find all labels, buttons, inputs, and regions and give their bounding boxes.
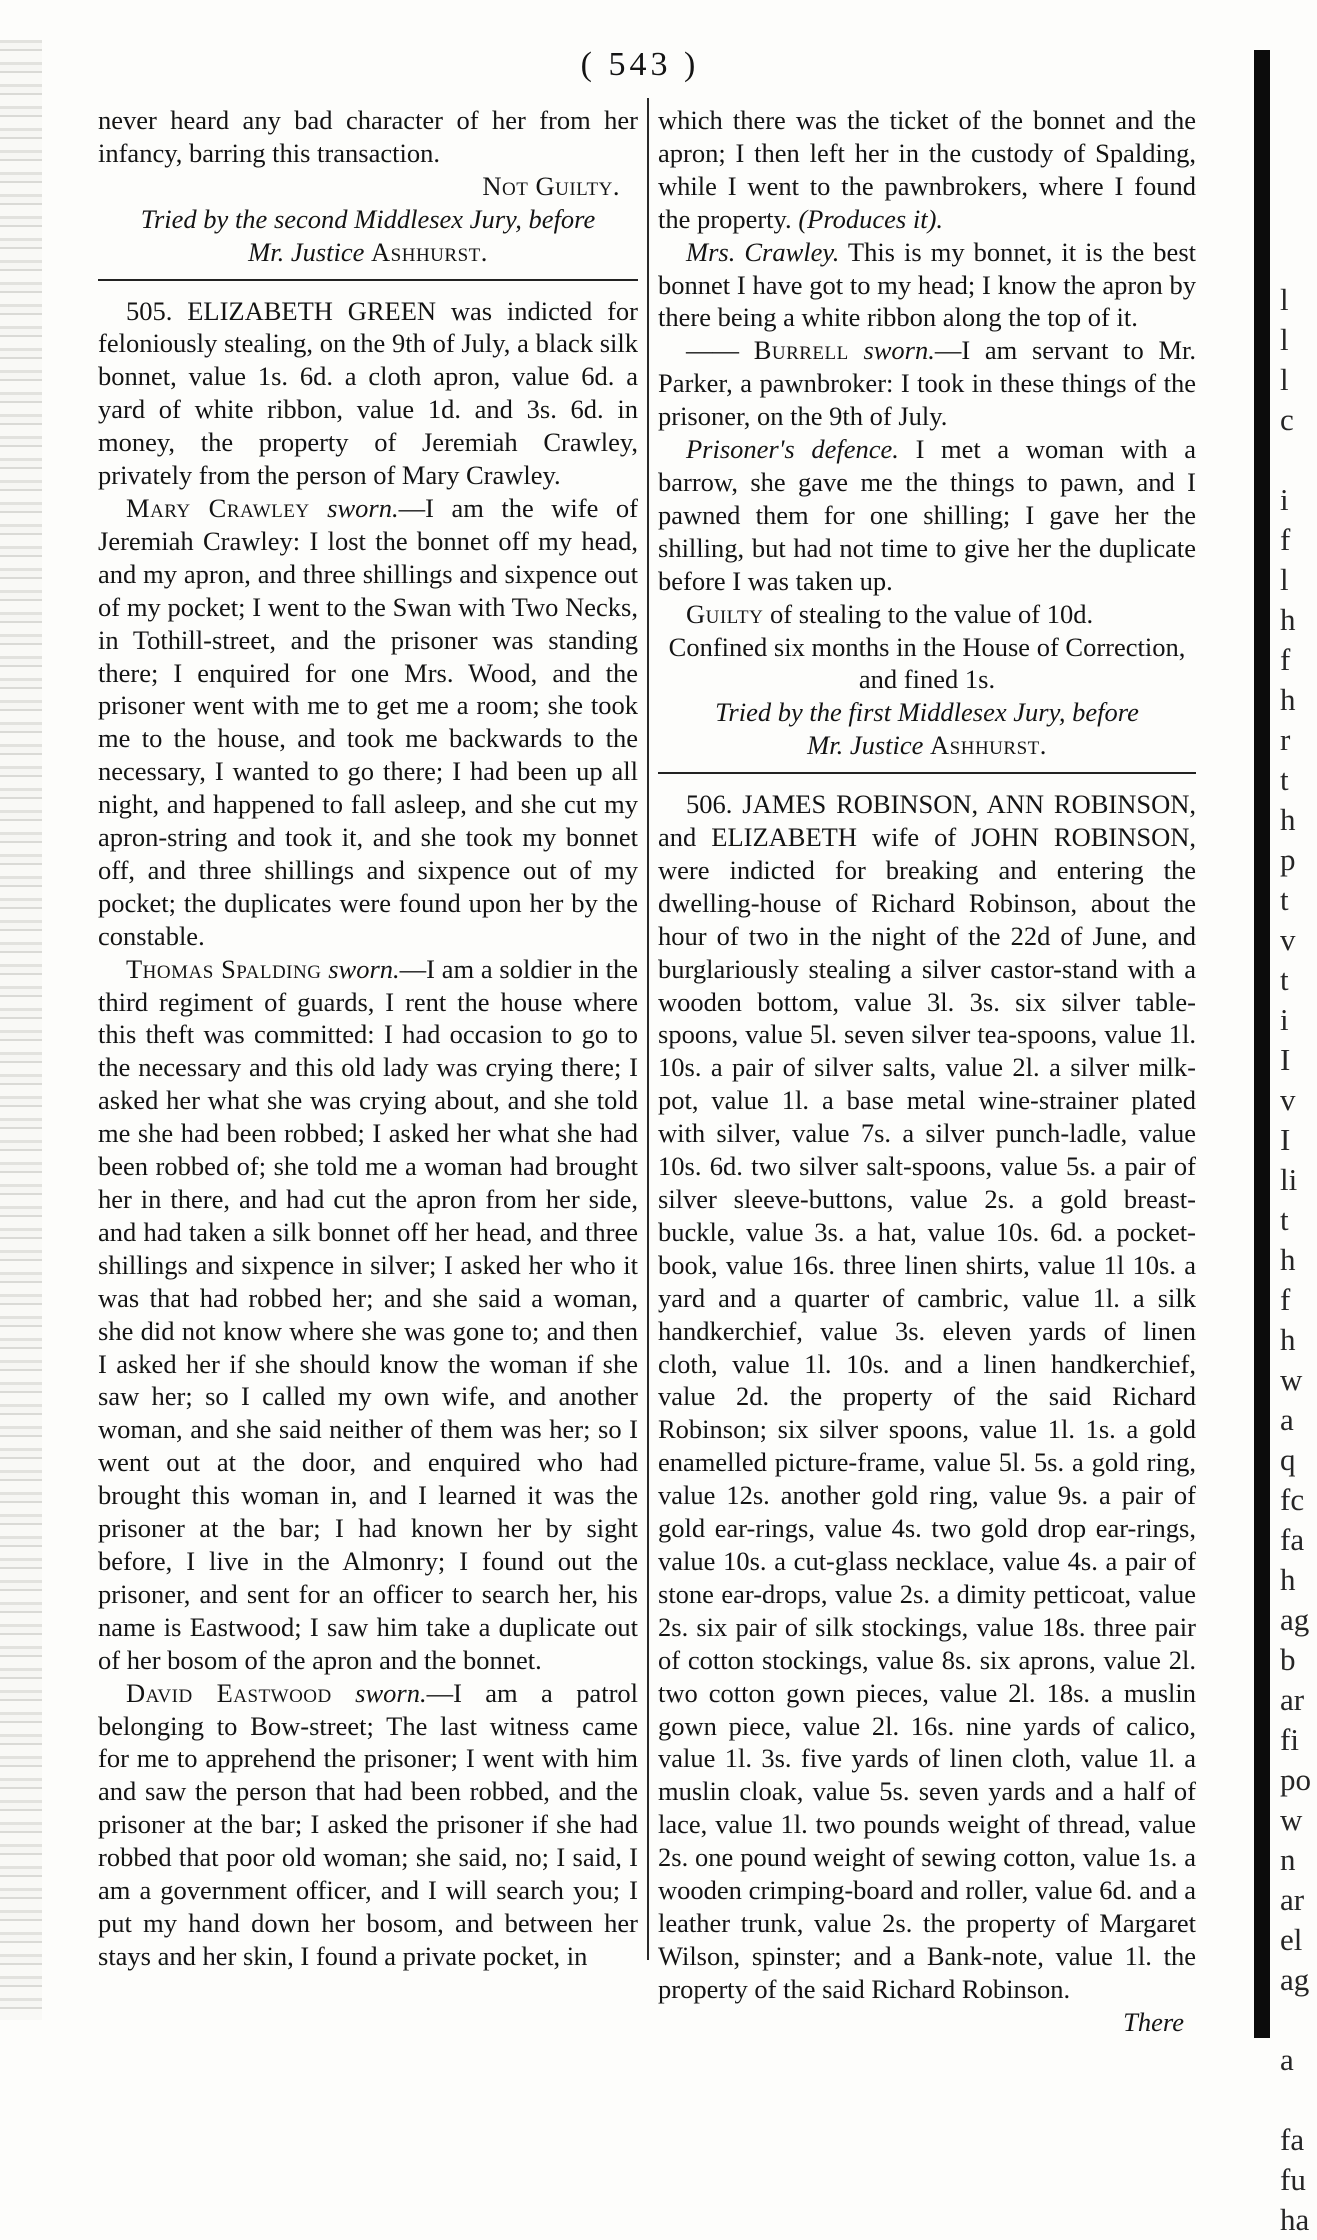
trial-note-2a: Tried by the first Middlesex Jury, before: [715, 697, 1139, 728]
testimony-text: —I am servant to Mr. Parker, a pawnbroker: I took in these things of the prisoner, on the 9th of July.: [658, 335, 1197, 432]
case-505: [98, 295, 638, 492]
testimony-text: —I am the wife of Jeremiah Crawley: I lost the bonnet off my head, and my apron, and three shillings and sixpence out of my pocket; I went to the Swan with Two Necks, in Tothill-street, and the prisoner was standing there; I enquired for one Mrs. Wood, and the prisoner went with me to get me a room; she took me to the house, and took me backwards to the necessary, I wanted to go there; I had been up all night, and happened to fall asleep, and she cut my apron-string and took it, and she took my bonnet off, and three shillings and sixpence out of my pocket; the duplicates were found upon her by the constable.: [98, 492, 638, 951]
scan-left-edge: [0, 40, 42, 2020]
catchword: There: [1123, 2006, 1184, 2037]
defence-label: Prisoner's defence.: [686, 434, 899, 465]
trial-note-1a: Tried by the second Middlesex Jury, before: [140, 203, 596, 234]
produces-note: (Produces it).: [798, 203, 944, 234]
testimony-david-eastwood: [98, 1677, 638, 1973]
sentence-line-b: and fined 1s.: [858, 664, 996, 695]
verdict-not-guilty: Not Guilty.: [482, 170, 620, 201]
sworn-label: sworn.: [863, 335, 935, 366]
sworn-label: sworn.: [327, 492, 399, 523]
right-column: [658, 104, 1196, 2039]
witness-name: Mary Crawley: [126, 492, 310, 523]
left-column: [98, 104, 638, 1973]
testimony-text: This is my bonnet, it is the best bonnet I have got to my head; I know the apron by there being a white ribbon along the top of it.: [658, 236, 1196, 333]
scan-gutter-shadow: [1254, 50, 1270, 2038]
case-505-indictment: was indicted for feloniously stealing, on the 9th of July, a black silk bonnet, value 1s. 6d. a cloth apron, value 6d. a yard of white ribbon, value 1d. and 3s. 6d. in money, the property of Jeremiah Crawley, privately from the person of Mary Crawley.: [98, 295, 638, 491]
verdict-guilty: [658, 598, 1196, 631]
continuation-text: which there was the ticket of the bonnet and the apron; I then left her in the custody of Spalding, while I went to the pawnbrokers, where I found the property.: [658, 105, 1196, 234]
trial-note-2b: [658, 729, 1196, 762]
sworn-label: sworn.: [328, 953, 400, 984]
witness-name: Thomas Spalding: [126, 953, 322, 984]
testimony-mrs-crawley: [658, 236, 1196, 335]
page-number: ( 543 ): [580, 46, 700, 83]
case-506-heading: 506. JAMES ROBINSON, ANN ROBINSON, and ELIZABETH wife of JOHN ROBINSON,: [658, 789, 1196, 853]
sworn-label: sworn.: [355, 1677, 427, 1708]
trial-note-1-judge: Ashhurst.: [371, 236, 488, 267]
column-divider: [647, 98, 649, 1960]
trial-note-2-title: Mr. Justice: [807, 730, 924, 761]
verdict-label: Guilty: [686, 598, 764, 629]
right-paragraph-continuation: [658, 104, 1196, 236]
testimony-burrell: [658, 334, 1196, 433]
testimony-mary-crawley: [98, 492, 638, 953]
witness-name: Burrell: [753, 335, 849, 366]
sentence-line-a: Confined six months in the House of Correction,: [668, 631, 1186, 662]
witness-name: David Eastwood: [126, 1677, 332, 1708]
verdict-text: of stealing to the value of 10d.: [763, 598, 1094, 629]
left-paragraph-continuation: never heard any bad character of her from her infancy, barring this transaction.: [98, 105, 638, 168]
trial-note-1-title: Mr. Justice: [248, 236, 365, 267]
trial-note-2-judge: Ashhurst.: [930, 730, 1047, 761]
case-separator-rule: [658, 772, 1196, 774]
case-separator-rule: [98, 279, 638, 281]
trial-note-1b: [98, 236, 638, 269]
case-505-heading: 505. ELIZABETH GREEN: [126, 295, 437, 326]
case-506: [658, 788, 1196, 2006]
witness-name: Mrs. Crawley.: [686, 236, 840, 267]
adjacent-page-fragment: l l l c i f l h f h r t h p t v t i I v I li t h f h w a q fc fa h ag b ar fi po w n ar el ag a fa fu ha: [1280, 282, 1311, 2237]
testimony-text: —I am a soldier in the third regiment of guards, I rent the house where this theft was committed: I had occasion to go to the necessary and this old lady was crying there; I asked her what she was crying about, and she told me she had been robbed; I asked her what she had been robbed of; she told me a woman had brought her in there, and had cut the apron from her side, and had taken a silk bonnet off her head, and three shillings and sixpence in silver; I asked her who it was that had robbed her; and she said a woman, she did not know where she was gone to; and then I asked her if she should know the woman if she saw her; so I called my own wife, and another woman, and she said neither of them was her; so I went out at the door, and enquired who had brought this woman in, and I learned it was the prisoner at the bar; I had known her by sight before, I live in the Almonry; I found out the prisoner, and sent for an officer to search her, his name is Eastwood; I saw him take a duplicate out of her bosom of the apron and the bonnet.: [98, 953, 639, 1675]
testimony-thomas-spalding: [98, 953, 638, 1677]
testimony-text: —I am a patrol belonging to Bow-street; The last witness came for me to apprehend the prisoner; I went with him and saw the person that had been robbed, and the prisoner at the bar; I asked the prisoner if she had robbed that poor old woman; she said, no; I said, I am a government officer, and I will search you; I put my hand down her bosom, and between her stays and her skin, I found a private pocket, in: [98, 1677, 639, 1971]
case-506-indictment: were indicted for breaking and entering the dwelling-house of Richard Robinson, about the hour of two in the night of the 22d of June, and burglariously stealing a silver castor-stand with a wooden bottom, value 3l. 3s. six silver table-spoons, value 5l. seven silver tea-spoons, value 1l. 10s. a pair of silver salts, value 2l. a silver milk-pot, value 1l. a base metal wine-strainer plated with silver, value 7s. a silver punch-ladle, value 10s. 6d. two silver salt-spoons, value 5s. a pair of silver sleeve-buttons, value 2s. a gold breast-buckle, value 3s. a hat, value 10s. 6d. a pocket-book, value 16s. three linen shirts, value 1l 10s. a yard and a quarter of cambric, value 1l. a silk handkerchief, value 3s. eleven yards of linen cloth, value 1l. 10s. and a linen handkerchief, value 2d. the property of the said Richard Robinson; six silver spoons, value 1l. 1s. a gold enamelled picture-frame, value 5l. 5s. a gold ring, value 12s. another gold ring, value 9s. a pair of gold ear-rings, value 4s. two gold drop ear-rings, value 10s. a cut-glass necklace, value 4s. a pair of stone ear-drops, value 2s. a dimity petticoat, value 2s. six pair of silk stockings, value 18s. three pair of cotton stockings, value 8s. six aprons, value 2l. two cotton gown pieces, value 2l. 18s. a muslin gown piece, value 2l. 16s. nine yards of calico, value 1l. 3s. five yards of linen cloth, value 1l. a muslin cloak, value 5s. seven yards and a half of lace, value 1l. two pounds weight of thread, value 2s. one pound weight of sewing cotton, value 1s. a wooden crimping-board and roller, value 6d. and a leather trunk, value 2s. the property of Margaret Wilson, spinster; and a Bank-note, value 1l. the property of the said Richard Robinson.: [658, 854, 1196, 2004]
prisoner-defence: [658, 433, 1196, 598]
defence-text: I met a woman with a barrow, she gave me the things to pawn, and I pawned them for one shilling; I gave her the shilling, but had not time to give her the duplicate before I was taken up.: [658, 434, 1197, 596]
dash: ——: [686, 335, 754, 366]
